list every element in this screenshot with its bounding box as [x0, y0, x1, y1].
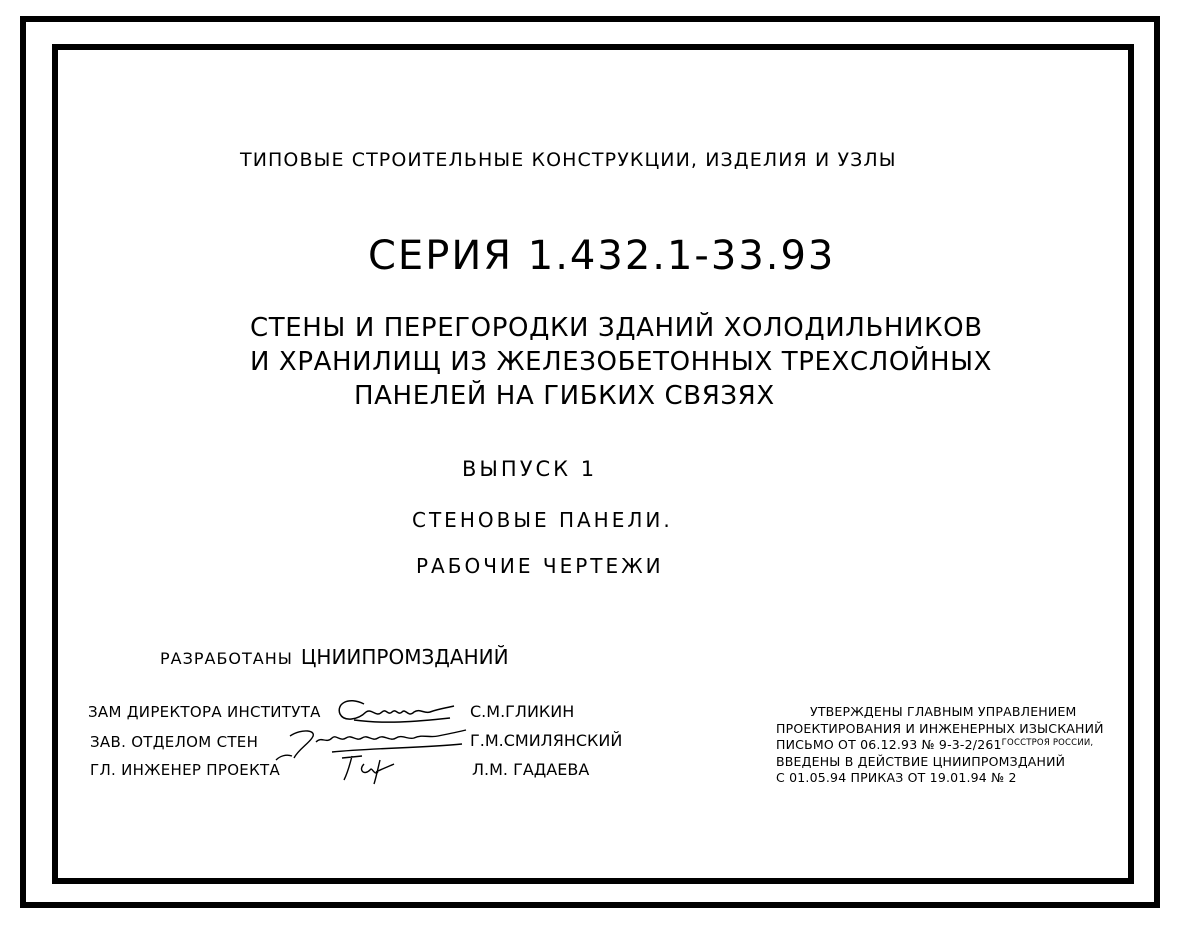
signatory-position-3: ГЛ. ИНЖЕНЕР ПРОЕКТА: [90, 761, 281, 779]
subtitle-line-1: СТЕНОВЫЕ ПАНЕЛИ.: [412, 508, 673, 532]
signatory-position-2: ЗАВ. ОТДЕЛОМ СТЕН: [90, 733, 259, 751]
approval-authority: ГОССТРОЯ РОССИИ,: [1001, 738, 1094, 748]
title-line-1: СТЕНЫ И ПЕРЕГОРОДКИ ЗДАНИЙ ХОЛОДИЛЬНИКОВ: [250, 313, 983, 343]
approval-line-1: УТВЕРЖДЕНЫ ГЛАВНЫМ УПРАВЛЕНИЕМ: [810, 704, 1077, 719]
signatory-name-1: С.М.ГЛИКИН: [470, 702, 575, 721]
approval-letter: ПИСЬМО ОТ 06.12.93 № 9-3-2/261: [776, 737, 1002, 752]
title-line-2: И ХРАНИЛИЩ ИЗ ЖЕЛЕЗОБЕТОННЫХ ТРЕХСЛОЙНЫХ: [250, 347, 993, 377]
approval-line-5: С 01.05.94 ПРИКАЗ ОТ 19.01.94 № 2: [776, 770, 1017, 785]
title-line-3: ПАНЕЛЕЙ НА ГИБКИХ СВЯЗЯХ: [354, 381, 775, 411]
subtitle-line-2: РАБОЧИЕ ЧЕРТЕЖИ: [416, 554, 664, 578]
signature-3: [334, 750, 398, 786]
developed-org: ЦНИИПРОМЗДАНИЙ: [300, 645, 509, 669]
signatory-name-3: Л.М. ГАДАЕВА: [472, 760, 590, 779]
signatory-name-2: Г.М.СМИЛЯНСКИЙ: [470, 731, 623, 750]
approval-line-3: [776, 739, 1093, 752]
issue-number: ВЫПУСК 1: [462, 457, 598, 481]
approval-line-2: ПРОЕКТИРОВАНИЯ И ИНЖЕНЕРНЫХ ИЗЫСКАНИЙ: [776, 721, 1104, 736]
series-number: СЕРИЯ 1.432.1-33.93: [368, 233, 836, 279]
developed-by: [160, 647, 509, 667]
approval-line-4: ВВЕДЕНЫ В ДЕЙСТВИЕ ЦНИИПРОМЗДАНИЙ: [776, 754, 1066, 769]
standard-header: ТИПОВЫЕ СТРОИТЕЛЬНЫЕ КОНСТРУКЦИИ, ИЗДЕЛИЯ И УЗЛЫ: [240, 149, 897, 171]
signatory-position-1: ЗАМ ДИРЕКТОРА ИНСТИТУТА: [88, 703, 321, 721]
developed-label: РАЗРАБОТАНЫ: [160, 649, 293, 668]
